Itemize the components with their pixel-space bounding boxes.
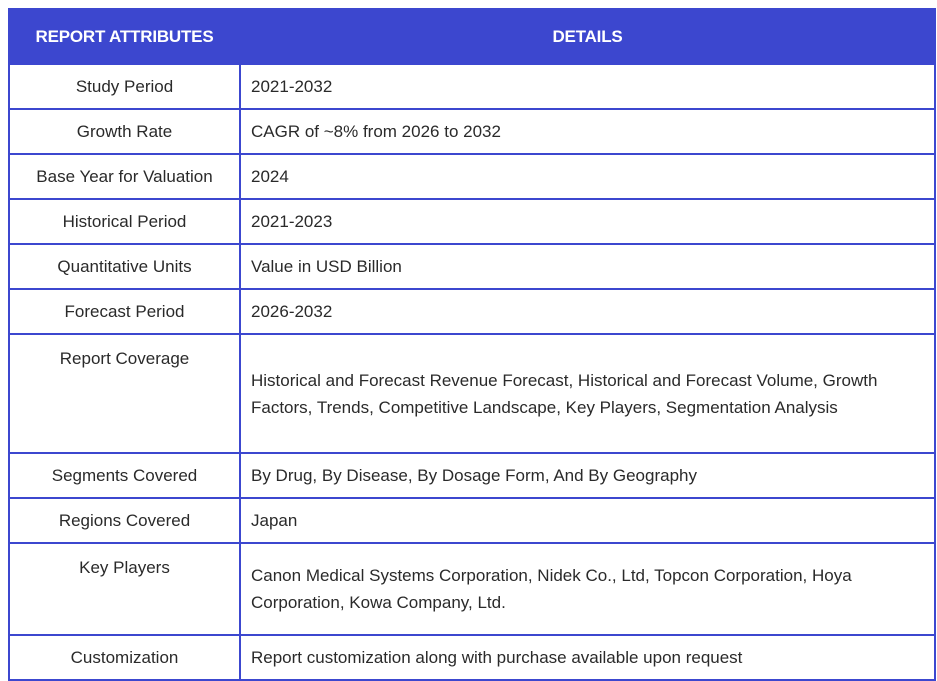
attribute-cell: Base Year for Valuation	[9, 154, 240, 199]
attribute-cell: Customization	[9, 635, 240, 680]
details-cell: 2021-2032	[240, 64, 935, 109]
attribute-cell: Segments Covered	[9, 453, 240, 498]
table-row	[9, 199, 935, 244]
details-cell: Value in USD Billion	[240, 244, 935, 289]
details-cell: By Drug, By Disease, By Dosage Form, And By Geography	[240, 453, 935, 498]
attribute-cell: Growth Rate	[9, 109, 240, 154]
attribute-cell: Study Period	[9, 64, 240, 109]
details-cell: Japan	[240, 498, 935, 543]
attribute-cell: Historical Period	[9, 199, 240, 244]
details-cell: 2024	[240, 154, 935, 199]
attribute-cell: Forecast Period	[9, 289, 240, 334]
attribute-cell: Report Coverage	[9, 334, 240, 453]
table-row	[9, 453, 935, 498]
details-cell: Historical and Forecast Revenue Forecast, Historical and Forecast Volume, Growth Factors, Trends, Competitive Landscape, Key Players, Segmentation Analysis	[240, 334, 935, 453]
table-header-row	[9, 9, 935, 64]
table-row	[9, 109, 935, 154]
details-cell: Canon Medical Systems Corporation, Nidek Co., Ltd, Topcon Corporation, Hoya Corporation, Kowa Company, Ltd.	[240, 543, 935, 635]
table-row	[9, 154, 935, 199]
report-attributes-table-container	[8, 8, 934, 681]
details-cell: CAGR of ~8% from 2026 to 2032	[240, 109, 935, 154]
table-row	[9, 498, 935, 543]
details-cell: 2021-2023	[240, 199, 935, 244]
table-row	[9, 289, 935, 334]
table-row	[9, 244, 935, 289]
table-row	[9, 543, 935, 635]
header-report-attributes: REPORT ATTRIBUTES	[9, 9, 240, 64]
report-attributes-table	[8, 8, 936, 681]
details-cell: 2026-2032	[240, 289, 935, 334]
table-row	[9, 334, 935, 453]
table-row	[9, 64, 935, 109]
attribute-cell: Regions Covered	[9, 498, 240, 543]
details-cell: Report customization along with purchase available upon request	[240, 635, 935, 680]
attribute-cell: Key Players	[9, 543, 240, 635]
header-details: DETAILS	[240, 9, 935, 64]
table-row	[9, 635, 935, 680]
attribute-cell: Quantitative Units	[9, 244, 240, 289]
